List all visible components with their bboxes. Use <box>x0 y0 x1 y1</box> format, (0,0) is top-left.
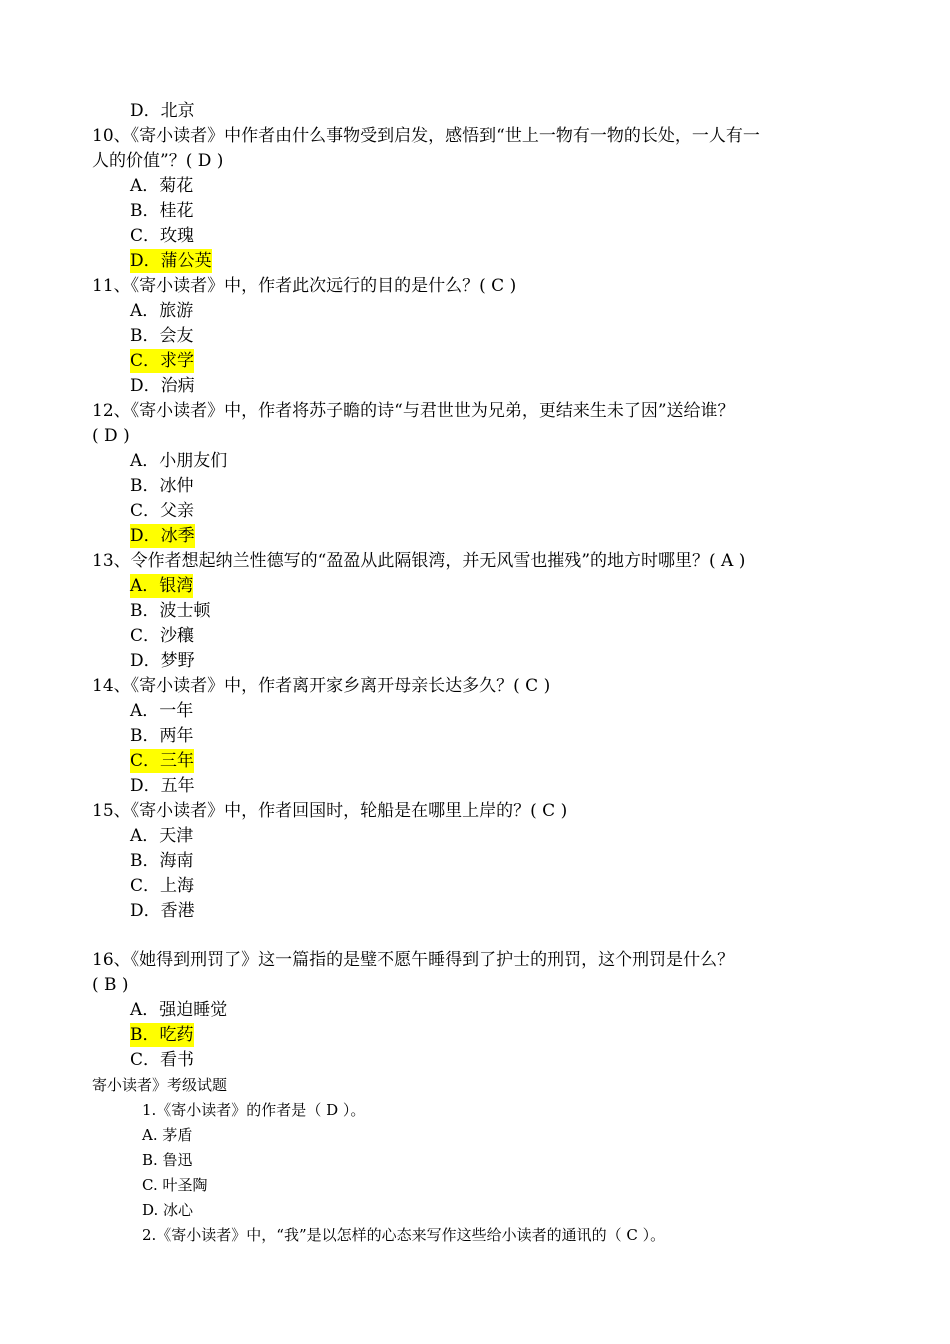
section-heading: 寄小读者》考级试题 <box>92 1076 228 1094</box>
question-text: 1.《寄小读者》的作者是（ D ）。 <box>142 1101 366 1119</box>
option-text: B．会友 <box>130 326 194 346</box>
highlighted-answer: A．银湾 <box>130 576 194 596</box>
option-text: C．看书 <box>130 1050 195 1070</box>
option-text: D. 冰心 <box>142 1201 194 1219</box>
question-text: 10、《寄小读者》中作者由什么事物受到启发，感悟到“世上一物有一物的长处，一人有一 <box>92 126 760 146</box>
option-text: C．父亲 <box>130 501 195 521</box>
question-text: 12、《寄小读者》中，作者将苏子瞻的诗“与君世世为兄弟，更结来生未了因”送给谁？ <box>92 401 735 421</box>
option-text: B．两年 <box>130 726 194 746</box>
option-text: C．玫瑰 <box>130 226 195 246</box>
option-text: A．天津 <box>130 826 194 846</box>
option-text: D．北京 <box>130 101 195 121</box>
highlighted-answer: D．蒲公英 <box>130 251 212 271</box>
question-text: 2.《寄小读者》中，“我”是以怎样的心态来写作这些给小读者的通讯的（ C ）。 <box>142 1226 666 1244</box>
option-text: A．小朋友们 <box>130 451 228 471</box>
option-text: D．香港 <box>130 901 195 921</box>
option-text: D．五年 <box>130 776 195 796</box>
option-text: A．强迫睡觉 <box>130 1000 228 1020</box>
option-text: A．菊花 <box>130 176 194 196</box>
option-text: B．冰仲 <box>130 476 194 496</box>
question-text: 人的价值”？( D ) <box>92 151 224 171</box>
question-text: 11、《寄小读者》中，作者此次远行的目的是什么？( C ) <box>92 276 517 296</box>
option-text: A. 茅盾 <box>142 1126 193 1144</box>
option-text: B．波士顿 <box>130 601 211 621</box>
question-text: 15、《寄小读者》中，作者回国时，轮船是在哪里上岸的？( C ) <box>92 801 568 821</box>
option-text: C．上海 <box>130 876 195 896</box>
question-text: 14、《寄小读者》中，作者离开家乡离开母亲长达多久？( C ) <box>92 676 551 696</box>
highlighted-answer: B．吃药 <box>130 1025 194 1045</box>
option-text: A．一年 <box>130 701 194 721</box>
highlighted-answer: D．冰季 <box>130 526 195 546</box>
option-text: B．桂花 <box>130 201 194 221</box>
option-text: C. 叶圣陶 <box>142 1176 208 1194</box>
question-text: ( B ) <box>92 975 129 995</box>
option-text: B. 鲁迅 <box>142 1151 193 1169</box>
highlighted-answer: C．三年 <box>130 751 195 771</box>
option-text: B．海南 <box>130 851 194 871</box>
question-text: ( D ) <box>92 426 130 446</box>
option-text: C．沙穰 <box>130 626 195 646</box>
option-text: D．治病 <box>130 376 195 396</box>
highlighted-answer: C．求学 <box>130 351 195 371</box>
option-text: D．梦野 <box>130 651 195 671</box>
question-text: 16、《她得到刑罚了》这一篇指的是璧不愿午睡得到了护士的刑罚，这个刑罚是什么？ <box>92 950 735 970</box>
question-text: 13、令作者想起纳兰性德写的“盈盈从此隔银湾，并无风雪也摧残”的地方时哪里？( A ) <box>92 551 746 571</box>
option-text: A．旅游 <box>130 301 194 321</box>
